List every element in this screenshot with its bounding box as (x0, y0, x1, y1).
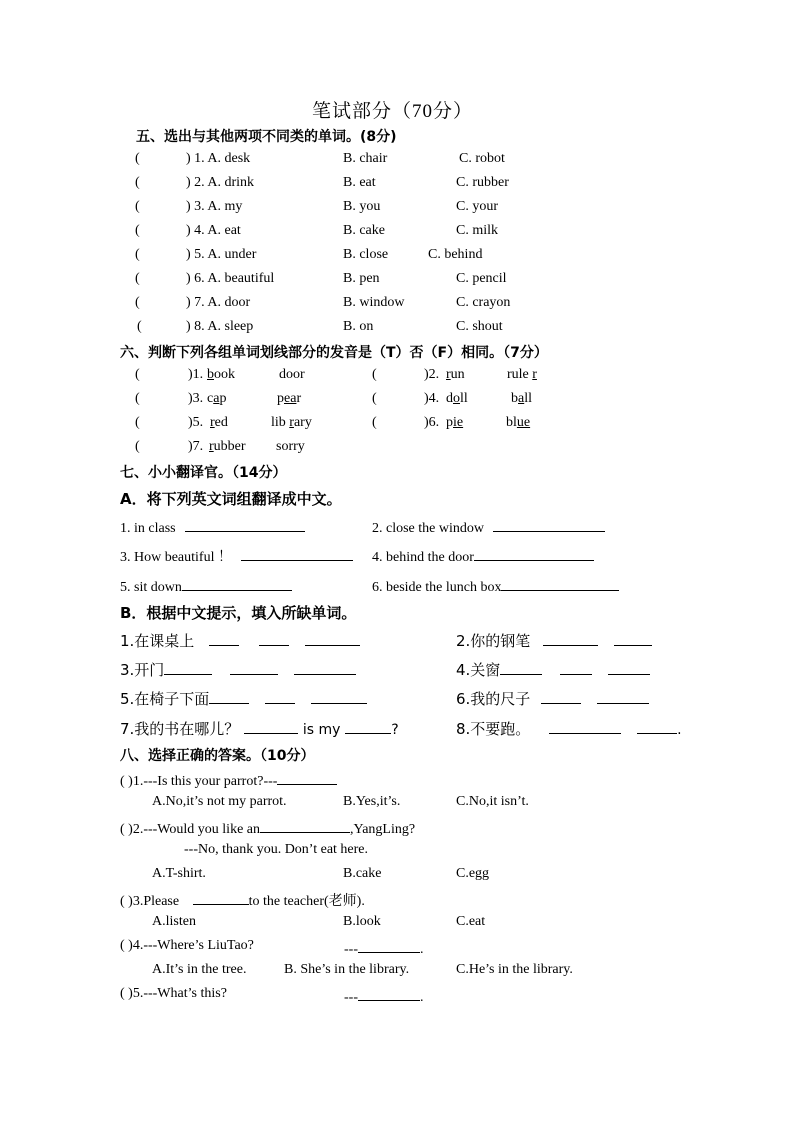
paren: ( (135, 175, 140, 190)
answer-blank[interactable] (501, 576, 619, 591)
word-a: book (207, 367, 235, 382)
answer-blank[interactable] (345, 719, 391, 734)
word-a: run (446, 367, 465, 382)
option-a: ) 5. A. under (186, 247, 257, 262)
fill-item: 4.关窗 (456, 659, 650, 680)
option-a: ) 2. A. drink (186, 175, 255, 190)
answer-blank[interactable] (294, 660, 356, 675)
option-a: ) 4. A. eat (186, 223, 241, 238)
paren: ( (135, 391, 140, 406)
q-number: )1. (188, 367, 204, 382)
word-b: door (279, 367, 305, 382)
option-c: C.He’s in the library. (456, 962, 573, 977)
question-line: ---No, thank you. Don’t eat here. (184, 842, 369, 857)
option-c: C. robot (459, 151, 505, 166)
option-c: C. milk (456, 223, 499, 238)
option-c: C.egg (456, 866, 490, 881)
option-c: C. shout (456, 319, 503, 334)
option-a: ) 8. A. sleep (186, 319, 254, 334)
answer-blank[interactable] (265, 689, 295, 704)
option-c: C. crayon (456, 295, 511, 310)
q-number: )3. (188, 391, 204, 406)
option-c: C. your (456, 199, 498, 214)
word-b: sorry (276, 439, 305, 454)
answer-blank[interactable] (474, 546, 594, 561)
word-b: blue (506, 415, 531, 430)
section-7-heading: 七、小小翻译官。（14分） (120, 465, 287, 481)
answer-blank[interactable] (597, 689, 649, 704)
fill-item: 6.我的尺子 (456, 688, 649, 709)
answer-blank[interactable] (358, 986, 420, 1001)
option-b: B. She’s in the library. (284, 962, 410, 977)
option-a: ) 7. A. door (186, 295, 251, 310)
option-b: B.Yes,it’s. (343, 794, 401, 809)
word-a: cap (207, 391, 227, 406)
option-b: B. cake (343, 223, 385, 238)
fill-item: 5.在椅子下面 (120, 688, 367, 709)
section-8-heading: 八、选择正确的答案。（10分） (120, 748, 315, 764)
option-b: B. pen (343, 271, 380, 286)
translate-item: 5. sit down (120, 576, 292, 596)
option-a: ) 1. A. desk (186, 151, 251, 166)
word-b: rule r (507, 367, 537, 382)
translate-item: 4. behind the door (372, 546, 594, 566)
answer-blank[interactable] (608, 660, 650, 675)
paren: ( (135, 151, 140, 166)
option-b: B. chair (343, 151, 388, 166)
option-a: A.No,it’s not my parrot. (152, 794, 287, 809)
answer-blank[interactable] (637, 719, 677, 734)
option-c: C. rubber (456, 175, 509, 190)
question: ( )5.---What’s this? (120, 986, 227, 1001)
answer-blank[interactable] (260, 818, 350, 833)
paren: ( (137, 319, 142, 334)
option-a: ) 6. A. beautiful (186, 271, 275, 286)
answer-blank[interactable] (209, 631, 239, 646)
paren: ( (135, 223, 140, 238)
paren: ( (135, 439, 140, 454)
option-a: A.listen (152, 914, 196, 929)
option-a: A.T-shirt. (152, 866, 206, 881)
answer-blank[interactable] (305, 631, 360, 646)
answer-blank[interactable] (259, 631, 289, 646)
answer-blank[interactable] (560, 660, 592, 675)
paren: ( (135, 199, 140, 214)
fill-item: 7.我的书在哪儿？ is my ? (120, 720, 399, 738)
paren: ( (135, 247, 140, 262)
q-number: )2. (424, 367, 440, 382)
answer-blank[interactable] (493, 517, 605, 532)
question: ( )2.---Would you like an ,YangLing? (120, 818, 415, 838)
word-b: ball (511, 391, 532, 406)
answer-blank[interactable] (185, 517, 305, 532)
paren: ( (372, 367, 377, 382)
fill-item: 8.不要跑。 . (456, 720, 682, 738)
answer-blank[interactable] (241, 546, 353, 561)
q-number: )5. (188, 415, 204, 430)
option-a: A.It’s in the tree. (152, 962, 247, 977)
paren: ( (372, 415, 377, 430)
option-c: C.eat (456, 914, 486, 929)
answer-blank[interactable] (549, 719, 621, 734)
fill-item: 3.开门 (120, 659, 356, 680)
fill-item: 2.你的钢笔 (456, 630, 652, 651)
option-b: B. window (343, 295, 405, 310)
section-5-heading: 五、选出与其他两项不同类的单词。(8分) (136, 129, 397, 145)
q-number: )4. (424, 391, 440, 406)
answer-blank[interactable] (614, 631, 652, 646)
word-b: pear (277, 391, 302, 406)
answer-line: --- . (344, 986, 424, 1006)
option-b: B. on (343, 319, 374, 334)
answer-blank[interactable] (541, 689, 581, 704)
word-a: rubber (209, 439, 246, 454)
answer-blank[interactable] (244, 719, 298, 734)
translate-item: 3. How beautiful ！ (120, 546, 353, 566)
answer-blank[interactable] (277, 770, 337, 785)
section-7a-heading: A．将下列英文词组翻译成中文。 (120, 490, 342, 508)
option-b: B. you (343, 199, 381, 214)
option-c: C.No,it isn’t. (456, 794, 529, 809)
word-a: doll (446, 391, 468, 406)
section-6-heading: 六、判断下列各组单词划线部分的发音是（T）否（F）相同。（7分） (120, 345, 548, 361)
answer-blank[interactable] (209, 689, 249, 704)
option-b: B.look (343, 914, 381, 929)
word-a: pie (446, 415, 464, 430)
translate-item: 2. close the window (372, 517, 605, 537)
translate-item: 1. in class (120, 517, 305, 537)
paren: ( (135, 271, 140, 286)
answer-blank[interactable] (500, 660, 542, 675)
section-7b-heading: B．根据中文提示，填入所缺单词。 (120, 604, 357, 622)
option-c: C. behind (428, 247, 483, 262)
question: ( )4.---Where’s LiuTao? (120, 938, 254, 953)
question: ( )1.---Is this your parrot?--- (120, 770, 337, 790)
answer-blank[interactable] (182, 576, 292, 591)
answer-blank[interactable] (311, 689, 367, 704)
translate-item: 6. beside the lunch box (372, 576, 619, 596)
option-b: B.cake (343, 866, 382, 881)
q-number: )6. (424, 415, 440, 430)
paren: ( (135, 415, 140, 430)
q-number: )7. (188, 439, 204, 454)
word-a: red (210, 415, 228, 430)
word-b: lib rary (271, 415, 312, 430)
page-title: 笔试部分（70分） (312, 101, 474, 122)
paren: ( (372, 391, 377, 406)
paren: ( (135, 295, 140, 310)
paren: ( (135, 367, 140, 382)
question: ( )3.Please to the teacher(老师). (120, 890, 365, 910)
option-a: ) 3. A. my (186, 199, 243, 214)
answer-blank[interactable] (193, 890, 249, 905)
option-b: B. close (343, 247, 389, 262)
answer-blank[interactable] (164, 660, 212, 675)
answer-blank[interactable] (543, 631, 598, 646)
answer-line: --- . (344, 938, 424, 958)
fill-item: 1.在课桌上 (120, 630, 360, 651)
answer-blank[interactable] (230, 660, 278, 675)
option-c: C. pencil (456, 271, 507, 286)
answer-blank[interactable] (358, 938, 420, 953)
option-b: B. eat (343, 175, 376, 190)
